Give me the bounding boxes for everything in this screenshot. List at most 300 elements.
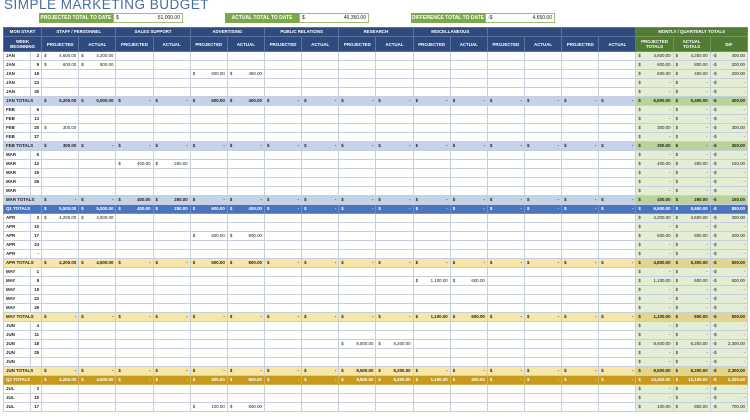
projected-cell[interactable] [116,358,153,367]
actual-cell[interactable] [79,295,116,304]
projected-cell[interactable] [42,97,79,106]
projected-cell[interactable] [42,367,79,376]
actual-cell[interactable] [79,214,116,223]
projected-cell[interactable] [116,88,153,97]
projected-cell[interactable] [190,376,227,385]
projected-cell[interactable] [116,151,153,160]
actual-cell[interactable] [599,169,636,178]
projected-cell[interactable] [264,385,301,394]
month-cell[interactable]: MAY [4,277,31,286]
projected-cell[interactable] [413,394,450,403]
actual-cell[interactable] [450,79,487,88]
projected-cell[interactable] [42,304,79,313]
projected-cell[interactable] [190,115,227,124]
actual-cell[interactable] [79,385,116,394]
projected-cell[interactable] [339,394,376,403]
projected-cell[interactable] [413,52,450,61]
projected-cell[interactable] [116,124,153,133]
projected-cell[interactable] [264,187,301,196]
actual-cell[interactable] [302,52,339,61]
actual-cell[interactable] [227,250,264,259]
projected-cell[interactable] [413,268,450,277]
projected-cell[interactable] [42,394,79,403]
actual-cell[interactable] [599,223,636,232]
actual-cell[interactable] [525,376,562,385]
actual-cell[interactable] [450,124,487,133]
projected-cell[interactable] [42,160,79,169]
actual-cell[interactable] [302,268,339,277]
projected-cell[interactable] [487,250,524,259]
actual-cell[interactable] [376,142,413,151]
actual-cell[interactable] [599,187,636,196]
actual-cell[interactable] [153,331,190,340]
actual-cell[interactable] [376,115,413,124]
actual-cell[interactable] [525,70,562,79]
actual-cell[interactable] [302,205,339,214]
projected-cell[interactable] [487,385,524,394]
projected-cell[interactable] [562,79,599,88]
month-cell[interactable]: MAR [4,169,31,178]
projected-cell[interactable] [487,61,524,70]
actual-cell[interactable] [376,97,413,106]
actual-cell[interactable] [79,403,116,412]
projected-cell[interactable] [190,160,227,169]
actual-cell[interactable] [302,250,339,259]
projected-cell[interactable] [413,250,450,259]
projected-cell[interactable] [413,133,450,142]
projected-cell[interactable] [339,322,376,331]
actual-cell[interactable] [525,214,562,223]
actual-cell[interactable] [227,88,264,97]
day-cell[interactable]: 17 [31,403,42,412]
projected-cell[interactable] [487,196,524,205]
actual-cell[interactable] [450,295,487,304]
actual-cell[interactable] [376,52,413,61]
projected-cell[interactable] [190,259,227,268]
projected-cell[interactable] [116,232,153,241]
actual-cell[interactable] [227,115,264,124]
actual-cell[interactable] [153,385,190,394]
actual-cell[interactable] [153,250,190,259]
actual-cell[interactable] [599,340,636,349]
projected-cell[interactable] [339,367,376,376]
actual-cell[interactable] [79,241,116,250]
month-cell[interactable]: APR [4,232,31,241]
actual-cell[interactable] [153,187,190,196]
actual-cell[interactable] [79,223,116,232]
actual-cell[interactable] [153,79,190,88]
month-cell[interactable]: JAN [4,61,31,70]
actual-cell[interactable] [450,187,487,196]
actual-cell[interactable] [599,295,636,304]
actual-cell[interactable] [599,322,636,331]
projected-cell[interactable] [562,349,599,358]
actual-cell[interactable] [227,133,264,142]
projected-cell[interactable] [42,151,79,160]
actual-cell[interactable] [450,205,487,214]
projected-cell[interactable] [339,403,376,412]
projected-cell[interactable] [190,385,227,394]
actual-cell[interactable] [376,259,413,268]
actual-cell[interactable] [599,241,636,250]
projected-cell[interactable] [413,286,450,295]
actual-cell[interactable] [302,178,339,187]
projected-cell[interactable] [116,169,153,178]
actual-cell[interactable] [227,151,264,160]
projected-cell[interactable] [339,358,376,367]
actual-cell[interactable] [153,115,190,124]
projected-cell[interactable] [42,376,79,385]
actual-cell[interactable] [525,367,562,376]
month-cell[interactable]: MAR [4,187,31,196]
projected-cell[interactable] [116,304,153,313]
projected-cell[interactable] [339,268,376,277]
actual-cell[interactable] [153,124,190,133]
actual-cell[interactable] [302,403,339,412]
projected-cell[interactable] [42,196,79,205]
actual-cell[interactable] [599,385,636,394]
actual-cell[interactable] [227,124,264,133]
actual-cell[interactable] [525,97,562,106]
projected-cell[interactable] [190,268,227,277]
actual-cell[interactable] [525,268,562,277]
actual-cell[interactable] [153,178,190,187]
projected-cell[interactable] [116,385,153,394]
actual-cell[interactable] [153,160,190,169]
actual-cell[interactable] [450,358,487,367]
actual-cell[interactable] [525,232,562,241]
projected-cell[interactable] [264,331,301,340]
actual-cell[interactable] [227,322,264,331]
month-cell[interactable]: MAY [4,295,31,304]
projected-cell[interactable] [487,160,524,169]
day-cell[interactable]: 4 [31,322,42,331]
actual-cell[interactable] [227,295,264,304]
projected-cell[interactable] [487,259,524,268]
actual-cell[interactable] [599,115,636,124]
projected-cell[interactable] [264,52,301,61]
actual-cell[interactable] [376,331,413,340]
projected-cell[interactable] [264,376,301,385]
projected-cell[interactable] [487,115,524,124]
projected-cell[interactable] [562,340,599,349]
actual-cell[interactable] [79,61,116,70]
projected-cell[interactable] [487,322,524,331]
actual-cell[interactable] [227,277,264,286]
actual-cell[interactable] [302,259,339,268]
projected-cell[interactable] [264,250,301,259]
projected-cell[interactable] [339,259,376,268]
projected-cell[interactable] [264,286,301,295]
projected-cell[interactable] [339,115,376,124]
actual-cell[interactable] [227,241,264,250]
day-cell[interactable]: 8 [31,277,42,286]
day-cell[interactable]: 1 [31,268,42,277]
projected-cell[interactable] [190,394,227,403]
actual-cell[interactable] [302,223,339,232]
actual-cell[interactable] [599,205,636,214]
actual-cell[interactable] [79,313,116,322]
projected-cell[interactable] [487,169,524,178]
day-cell[interactable]: 5 [31,151,42,160]
actual-cell[interactable] [153,88,190,97]
projected-cell[interactable] [42,313,79,322]
actual-cell[interactable] [227,70,264,79]
actual-cell[interactable] [450,367,487,376]
actual-cell[interactable] [79,133,116,142]
projected-cell[interactable] [190,223,227,232]
projected-cell[interactable] [339,376,376,385]
projected-cell[interactable] [264,358,301,367]
projected-cell[interactable] [190,214,227,223]
projected-cell[interactable] [116,142,153,151]
projected-cell[interactable] [190,250,227,259]
projected-cell[interactable] [42,214,79,223]
actual-cell[interactable] [599,124,636,133]
projected-cell[interactable] [339,160,376,169]
actual-cell[interactable] [376,268,413,277]
projected-cell[interactable] [190,340,227,349]
projected-cell[interactable] [190,61,227,70]
projected-cell[interactable] [264,304,301,313]
actual-cell[interactable] [79,394,116,403]
actual-cell[interactable] [153,205,190,214]
projected-cell[interactable] [116,115,153,124]
projected-cell[interactable] [264,367,301,376]
projected-cell[interactable] [562,313,599,322]
actual-cell[interactable] [302,187,339,196]
day-cell[interactable]: 15 [31,286,42,295]
actual-cell[interactable] [79,358,116,367]
projected-cell[interactable] [190,124,227,133]
actual-cell[interactable] [599,259,636,268]
projected-cell[interactable] [264,205,301,214]
actual-cell[interactable] [525,295,562,304]
actual-cell[interactable] [302,295,339,304]
day-cell[interactable] [31,187,42,196]
projected-cell[interactable] [562,214,599,223]
actual-cell[interactable] [79,79,116,88]
actual-cell[interactable] [599,214,636,223]
actual-cell[interactable] [153,349,190,358]
actual-cell[interactable] [302,331,339,340]
actual-cell[interactable] [79,259,116,268]
actual-cell[interactable] [153,313,190,322]
projected-cell[interactable] [42,70,79,79]
actual-cell[interactable] [302,196,339,205]
actual-cell[interactable] [153,241,190,250]
actual-cell[interactable] [376,106,413,115]
actual-cell[interactable] [376,385,413,394]
projected-cell[interactable] [190,187,227,196]
day-cell[interactable]: 19 [31,169,42,178]
projected-cell[interactable] [264,349,301,358]
projected-cell[interactable] [42,52,79,61]
projected-cell[interactable] [562,277,599,286]
projected-cell[interactable] [562,385,599,394]
projected-cell[interactable] [413,349,450,358]
actual-cell[interactable] [302,169,339,178]
projected-cell[interactable] [413,115,450,124]
projected-cell[interactable] [413,106,450,115]
projected-cell[interactable] [487,52,524,61]
projected-cell[interactable] [562,178,599,187]
projected-cell[interactable] [562,52,599,61]
month-cell[interactable]: JUL [4,394,31,403]
actual-cell[interactable] [525,115,562,124]
projected-cell[interactable] [116,70,153,79]
actual-cell[interactable] [153,358,190,367]
actual-cell[interactable] [79,52,116,61]
actual-cell[interactable] [227,79,264,88]
actual-cell[interactable] [450,196,487,205]
projected-cell[interactable] [42,250,79,259]
projected-cell[interactable] [264,214,301,223]
projected-cell[interactable] [116,79,153,88]
projected-cell[interactable] [413,340,450,349]
projected-cell[interactable] [116,250,153,259]
actual-cell[interactable] [450,133,487,142]
actual-cell[interactable] [153,133,190,142]
projected-cell[interactable] [264,340,301,349]
projected-cell[interactable] [264,232,301,241]
actual-cell[interactable] [599,88,636,97]
projected-cell[interactable] [116,322,153,331]
projected-cell[interactable] [339,52,376,61]
day-cell[interactable]: 3 [31,214,42,223]
actual-cell[interactable] [376,169,413,178]
projected-cell[interactable] [413,232,450,241]
actual-cell[interactable] [525,160,562,169]
projected-cell[interactable] [190,178,227,187]
actual-cell[interactable] [525,133,562,142]
actual-cell[interactable] [450,160,487,169]
month-cell[interactable]: JUL [4,403,31,412]
actual-cell[interactable] [525,385,562,394]
projected-cell[interactable] [116,214,153,223]
projected-cell[interactable] [339,313,376,322]
projected-cell[interactable] [487,205,524,214]
actual-cell[interactable] [525,178,562,187]
month-cell[interactable]: MAY [4,304,31,313]
projected-cell[interactable] [562,97,599,106]
actual-cell[interactable] [153,286,190,295]
actual-cell[interactable] [153,277,190,286]
month-cell[interactable]: MAY [4,268,31,277]
actual-cell[interactable] [79,367,116,376]
actual-cell[interactable] [227,169,264,178]
actual-cell[interactable] [525,151,562,160]
projected-cell[interactable] [339,205,376,214]
projected-cell[interactable] [190,88,227,97]
projected-cell[interactable] [264,160,301,169]
actual-cell[interactable] [376,241,413,250]
projected-cell[interactable] [487,124,524,133]
month-cell[interactable]: FEB [4,106,31,115]
actual-cell[interactable] [79,160,116,169]
projected-cell[interactable] [116,241,153,250]
projected-cell[interactable] [487,214,524,223]
month-cell[interactable]: APR [4,214,31,223]
projected-cell[interactable] [562,268,599,277]
actual-cell[interactable] [227,52,264,61]
actual-cell[interactable] [227,358,264,367]
actual-cell[interactable] [376,367,413,376]
actual-cell[interactable] [525,259,562,268]
actual-cell[interactable] [450,214,487,223]
actual-cell[interactable] [227,214,264,223]
month-cell[interactable]: JUN [4,331,31,340]
actual-cell[interactable] [525,79,562,88]
actual-cell[interactable] [525,349,562,358]
month-cell[interactable]: JUN [4,340,31,349]
projected-cell[interactable] [339,151,376,160]
projected-cell[interactable] [413,151,450,160]
projected-cell[interactable] [487,394,524,403]
projected-cell[interactable] [264,142,301,151]
actual-cell[interactable] [79,322,116,331]
actual-cell[interactable] [153,70,190,79]
projected-cell[interactable] [190,142,227,151]
actual-cell[interactable] [525,358,562,367]
actual-cell[interactable] [599,250,636,259]
projected-cell[interactable] [42,358,79,367]
projected-cell[interactable] [190,349,227,358]
projected-cell[interactable] [487,97,524,106]
month-cell[interactable]: JUN [4,358,31,367]
actual-cell[interactable] [376,295,413,304]
actual-cell[interactable] [153,376,190,385]
actual-cell[interactable] [599,133,636,142]
projected-cell[interactable] [562,232,599,241]
projected-cell[interactable] [562,61,599,70]
actual-cell[interactable] [302,304,339,313]
actual-cell[interactable] [525,394,562,403]
actual-cell[interactable] [302,160,339,169]
actual-cell[interactable] [450,250,487,259]
projected-cell[interactable] [190,97,227,106]
actual-cell[interactable] [79,250,116,259]
actual-cell[interactable] [376,232,413,241]
month-cell[interactable]: MAR [4,178,31,187]
projected-cell[interactable] [339,88,376,97]
projected-cell[interactable] [487,187,524,196]
actual-cell[interactable] [599,178,636,187]
actual-cell[interactable] [79,304,116,313]
actual-cell[interactable] [79,268,116,277]
projected-cell[interactable] [190,313,227,322]
projected-cell[interactable] [190,241,227,250]
projected-cell[interactable] [413,196,450,205]
actual-cell[interactable] [599,52,636,61]
projected-cell[interactable] [413,277,450,286]
actual-cell[interactable] [79,331,116,340]
month-cell[interactable]: APR [4,241,31,250]
actual-cell[interactable] [450,385,487,394]
projected-cell[interactable] [562,367,599,376]
day-cell[interactable]: 9 [31,61,42,70]
actual-cell[interactable] [525,196,562,205]
actual-cell[interactable] [450,142,487,151]
actual-cell[interactable] [302,241,339,250]
actual-cell[interactable] [525,52,562,61]
actual-cell[interactable] [450,151,487,160]
actual-cell[interactable] [450,70,487,79]
projected-cell[interactable] [116,97,153,106]
projected-cell[interactable] [264,88,301,97]
actual-cell[interactable] [153,97,190,106]
actual-cell[interactable] [227,286,264,295]
